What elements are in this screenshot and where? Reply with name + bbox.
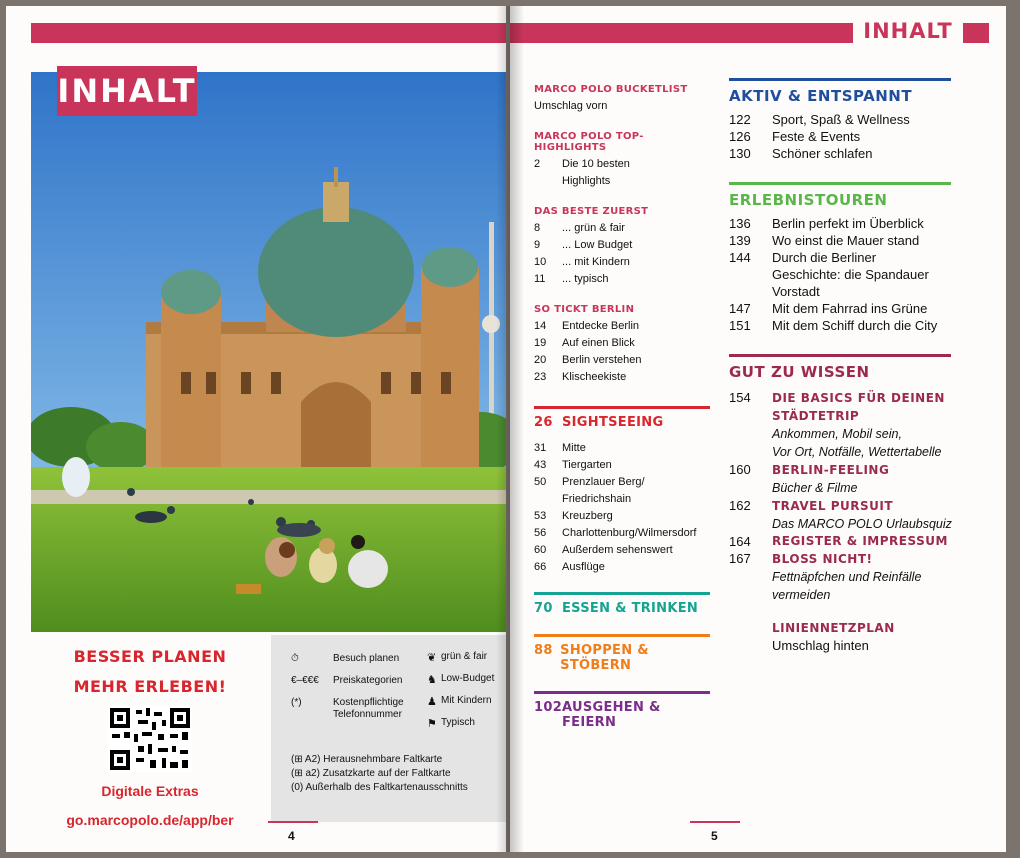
digital-extras-link[interactable]: go.marcopolo.de/app/ber	[66, 812, 234, 828]
ausgehen-rule	[534, 691, 710, 694]
toc-entry[interactable]: 136 Berlin perfekt im Überblick	[729, 216, 924, 231]
section-touren[interactable]: ERLEBNISTOUREN	[729, 191, 888, 209]
toc-entry[interactable]: 56 Charlottenburg/Wilmersdorf	[534, 527, 697, 539]
toc-entry[interactable]: 139 Wo einst die Mauer stand	[729, 233, 920, 248]
legend-icon-kids: ♟ Mit Kindern	[427, 695, 492, 708]
page-number: 5	[711, 829, 718, 843]
right-page	[510, 6, 1006, 852]
toc-entry[interactable]: 151 Mit dem Schiff durch die City	[729, 318, 938, 333]
toc-entry[interactable]: 164 REGISTER & IMPRESSUM	[729, 534, 948, 549]
promo-box	[31, 636, 269, 828]
toc-entry[interactable]: 130 Schöner schlafen	[729, 146, 873, 161]
touren-rule	[729, 182, 951, 185]
toc-entry[interactable]: 8 ... grün & fair	[534, 222, 625, 234]
legend-icon-typical: ⚑ Typisch	[427, 717, 475, 730]
section-best-first: DAS BESTE ZUERST	[534, 206, 649, 217]
stopwatch-icon: ⏱	[291, 653, 299, 664]
flag-icon: ⚑	[427, 718, 437, 730]
toc-entry[interactable]: 53 Kreuzberg	[534, 510, 613, 522]
map-notes: (⊞ A2) Herausnehmbare Faltkarte (⊞ a2) Zusatzkarte auf der Faltkarte (0) Außerhalb des Faltkartenausschnitts	[291, 754, 468, 793]
toc-entry[interactable]: 147 Mit dem Fahrrad ins Grüne	[729, 301, 928, 316]
family-icon: ♟	[427, 696, 437, 708]
section-wissen[interactable]: GUT ZU WISSEN	[729, 363, 870, 381]
top-bar	[31, 23, 506, 43]
toc-entry[interactable]: 31 Mitte	[534, 442, 586, 454]
leaf-icon: ❦	[427, 652, 437, 664]
toc-entry[interactable]: 43 Tiergarten	[534, 459, 612, 471]
legend-item-prices: €–€€€ Preiskategorien	[291, 675, 403, 686]
toc-column-1: MARCO POLO BUCKETLIST Umschlag vorn MARCO POLO TOP-HIGHLIGHTS 2 Die 10 besten Highlights DAS BESTE ZUERST 8 ... grün & fair 9 ... Low Budget 10 ... mit Kindern 11 ... typisch SO TICKT BERLIN 14 Entdecke Berlin 19 Auf einen Blick 20 Berlin verstehen 23 Klischeekiste 26 SIGHTSEEING 31 Mitte 43 Tiergarten 50 Prenzlauer Berg/ Friedrichshain 53 Kreuzberg 56 Charlottenburg/Wilmersdorf 60 Außerdem sehenswert 66 Ausflüge 70 ESSEN & TRINKEN 88 SHOPPEN & STÖBERN 102 AUSGEHEN & FEIERN	[534, 84, 714, 730]
shoppen-rule	[534, 634, 710, 637]
left-page	[6, 6, 506, 852]
toc-entry[interactable]: 60 Außerdem sehenswert	[534, 544, 673, 556]
section-top-highlights: MARCO POLO TOP-HIGHLIGHTS	[534, 131, 644, 153]
toc-entry[interactable]: 9 ... Low Budget	[534, 239, 633, 251]
legend-item-phone: (*) Kostenpflichtige Telefonnummer	[291, 697, 404, 720]
paid-phone-marker: (*)	[291, 697, 302, 708]
essen-rule	[534, 592, 710, 595]
toc-entry[interactable]: 160 BERLIN-FEELING Bücher & Filme	[729, 462, 890, 495]
toc-entry[interactable]: 144 Durch die Berliner Geschichte: die Spandauer Vorstadt	[729, 250, 929, 299]
toc-entry[interactable]: 122 Sport, Spaß & Wellness	[729, 112, 910, 127]
section-aktiv[interactable]: AKTIV & ENTSPANNT	[729, 87, 913, 105]
section-bucketlist: MARCO POLO BUCKETLIST	[534, 84, 688, 95]
sightseeing-rule	[534, 406, 710, 409]
berlin-cathedral-photo	[31, 72, 506, 632]
toc-column-2	[729, 78, 954, 654]
toc-entry[interactable]: 126 Feste & Events	[729, 129, 861, 144]
legend-icon-budget: ♞ Low-Budget	[427, 673, 495, 686]
toc-entry[interactable]: 19 Auf einen Blick	[534, 337, 635, 349]
promo-title-line1: BESSER PLANEN	[73, 647, 227, 666]
toc-entry[interactable]: 154 DIE BASICS FÜR DEINEN STÄDTETRIP Ankommen, Mobil sein, Vor Ort, Notfälle, Wettertabelle	[729, 390, 945, 459]
section-so-tickt: SO TICKT BERLIN	[534, 304, 635, 315]
top-bar-end	[963, 23, 989, 43]
section-ausgehen[interactable]: 102 AUSGEHEN & FEIERN	[534, 700, 661, 730]
piggy-bank-icon: ♞	[427, 674, 437, 686]
toc-entry[interactable]: 167 BLOSS NICHT! Fettnäpfchen und Reinfälle vermeiden	[729, 551, 922, 602]
toc-entry[interactable]: 20 Berlin verstehen	[534, 354, 642, 366]
page-number-rule	[690, 821, 740, 823]
top-bar	[510, 23, 853, 43]
toc-entry[interactable]: 14 Entdecke Berlin	[534, 320, 640, 332]
page-title-badge: INHALT	[57, 66, 197, 116]
legend-box	[271, 635, 506, 822]
toc-entry[interactable]: 23 Klischeekiste	[534, 371, 627, 383]
promo-title-line2: MEHR ERLEBEN!	[73, 677, 227, 696]
toc-entry[interactable]: 10 ... mit Kindern	[534, 256, 630, 268]
toc-entry[interactable]: 162 TRAVEL PURSUIT Das MARCO POLO Urlaubsquiz	[729, 498, 952, 531]
legend-item-visit: ⏱ Besuch planen	[291, 653, 400, 664]
legend-icon-green: ❦ grün & fair	[427, 651, 488, 664]
digital-extras-label: Digitale Extras	[101, 783, 199, 799]
price-category-label: €–€€€	[291, 675, 319, 686]
section-essen[interactable]: 70 ESSEN & TRINKEN	[534, 601, 699, 616]
section-sightseeing[interactable]: 26 SIGHTSEEING	[534, 415, 664, 430]
page-number: 4	[288, 829, 295, 843]
section-shoppen[interactable]: 88 SHOPPEN & STÖBERN	[534, 643, 649, 673]
toc-entry[interactable]: 2 Die 10 besten Highlights	[534, 158, 630, 187]
aktiv-rule	[729, 78, 951, 81]
toc-entry[interactable]: 50 Prenzlauer Berg/ Friedrichshain	[534, 476, 645, 505]
page-number-rule	[268, 821, 318, 823]
wissen-rule	[729, 354, 951, 357]
toc-entry[interactable]: 66 Ausflüge	[534, 561, 605, 573]
toc-entry-linien[interactable]: LINIENNETZPLAN Umschlag hinten	[772, 621, 895, 653]
qr-code-icon[interactable]	[108, 706, 192, 772]
page-title: INHALT	[863, 19, 953, 43]
toc-entry[interactable]: 11 ... typisch	[534, 273, 609, 285]
